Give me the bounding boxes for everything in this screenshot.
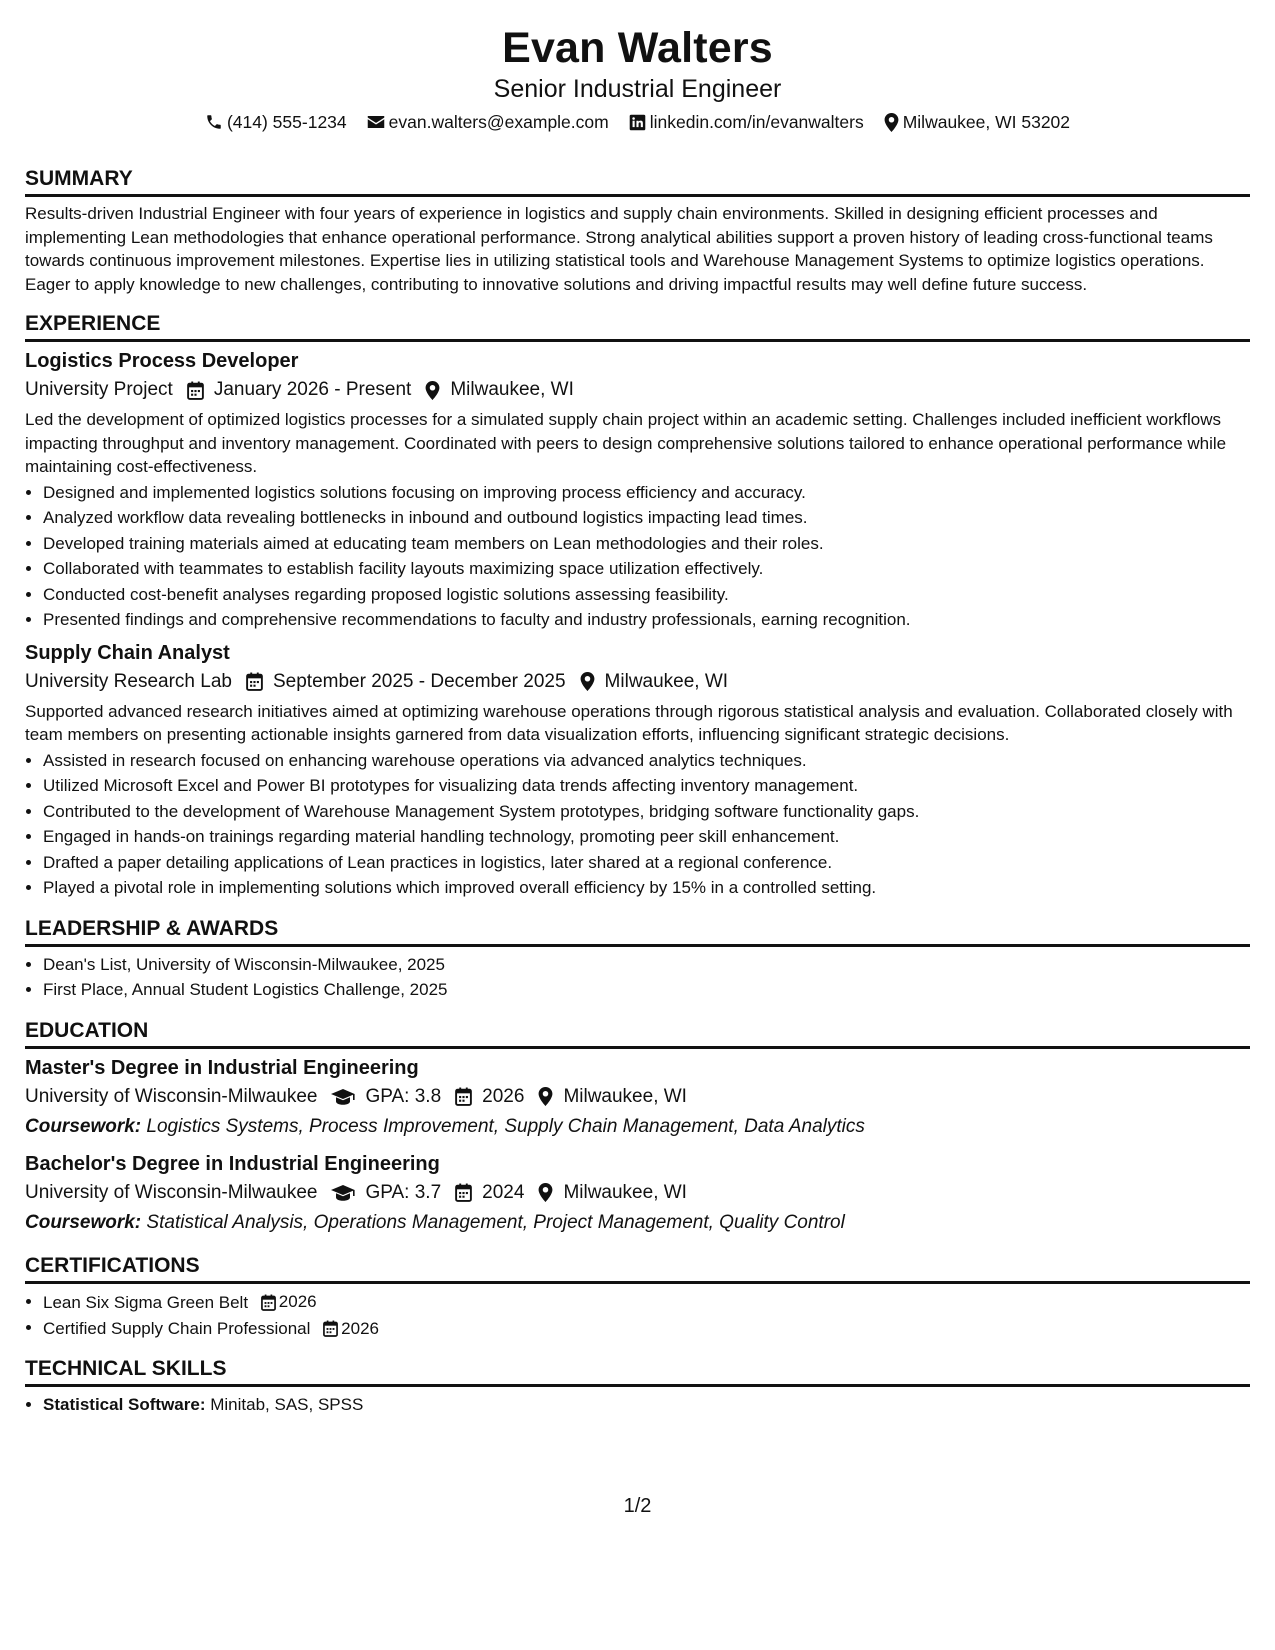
graduation-cap-icon [331, 1088, 355, 1106]
degree-title: Bachelor's Degree in Industrial Engineering [25, 1152, 440, 1175]
education-entry [25, 1054, 1250, 1142]
location-text: Milwaukee, WI 53202 [902, 112, 1071, 132]
section-title-summary: SUMMARY [25, 165, 1250, 197]
list-item [43, 1315, 1250, 1341]
list-item: • Analyzed workflow data revealing bottlenecks in inbound and outbound logistics impacting lead times. [43, 505, 1250, 531]
map-pin-icon [538, 1087, 553, 1106]
section-title-experience: EXPERIENCE [25, 310, 1250, 342]
calendar-icon [246, 672, 263, 691]
page-number: 1/2 [623, 1495, 652, 1517]
job-bullets [25, 748, 1250, 901]
degree-title: Master's Degree in Industrial Engineering [25, 1056, 419, 1079]
phone-text: (414) 555-1234 [226, 112, 347, 132]
school-location: Milwaukee, WI [563, 1181, 687, 1203]
graduation-year: 2026 [482, 1085, 525, 1107]
candidate-headline: Senior Industrial Engineer [493, 75, 782, 103]
experience-entry [25, 347, 1250, 633]
calendar-icon [187, 381, 204, 400]
job-bullets [25, 480, 1250, 633]
map-pin-icon [538, 1183, 553, 1202]
contact-location [884, 109, 1070, 135]
list-item: • Engaged in hands-on trainings regarding material handling technology, promoting peer skill enhancement. [43, 824, 1250, 850]
job-dates: September 2025 - December 2025 [272, 670, 566, 692]
contact-bar [25, 109, 1250, 135]
skill-category: Statistical Software: [43, 1395, 206, 1415]
list-item: • Assisted in research focused on enhancing warehouse operations via advanced analytics techniques. [43, 748, 1250, 774]
list-item: • Developed training materials aimed at educating team members on Lean methodologies and their roles. [43, 531, 1250, 557]
map-pin-icon [884, 113, 899, 132]
school-name: University of Wisconsin-Milwaukee [25, 1085, 318, 1107]
linkedin-icon [629, 114, 646, 131]
school-location: Milwaukee, WI [563, 1085, 687, 1107]
candidate-name: Evan Walters [502, 24, 773, 72]
certification-name: Certified Supply Chain Professional [43, 1318, 311, 1338]
education-meta [25, 1178, 1250, 1208]
coursework-list: Logistics Systems, Process Improvement, Supply Chain Management, Data Analytics [146, 1115, 865, 1137]
map-pin-icon [580, 672, 595, 691]
list-item: • Presented findings and comprehensive recommendations to faculty and industry professionals, earning recognition. [43, 607, 1250, 633]
list-item: • Utilized Microsoft Excel and Power BI prototypes for visualizing data trends affecting inventory management. [43, 773, 1250, 799]
experience-section [25, 310, 1250, 901]
certification-name: Lean Six Sigma Green Belt [43, 1292, 249, 1312]
job-title: Supply Chain Analyst [25, 641, 230, 664]
job-description: Supported advanced research initiatives aimed at optimizing warehouse operations through rigorous statistical analysis and evaluation. Collaborated closely with team members on presenting actionable insights garnered from data visualization efforts, influencing significant strategic decisions. [25, 701, 1233, 744]
graduation-year: 2024 [482, 1181, 525, 1203]
gpa-text: GPA: 3.7 [365, 1181, 442, 1203]
calendar-icon [323, 1320, 338, 1337]
resume-header [25, 22, 1250, 135]
school-name: University of Wisconsin-Milwaukee [25, 1181, 318, 1203]
contact-phone[interactable] [205, 109, 347, 135]
list-item: • First Place, Annual Student Logistics Challenge, 2025 [43, 977, 1250, 1003]
job-location: Milwaukee, WI [604, 670, 729, 692]
skills-section [25, 1355, 1250, 1418]
certification-year: 2026 [341, 1318, 379, 1338]
experience-entry [25, 639, 1250, 901]
coursework-line [25, 1208, 1250, 1238]
envelope-icon [367, 114, 385, 130]
list-item: • Drafted a paper detailing applications of Lean practices in logistics, later shared at a regional conference. [43, 850, 1250, 876]
certification-year: 2026 [278, 1292, 317, 1312]
list-item: • Dean's List, University of Wisconsin-Milwaukee, 2025 [43, 952, 1250, 978]
job-title: Logistics Process Developer [25, 350, 299, 372]
education-entry [25, 1150, 1250, 1238]
graduation-cap-icon [331, 1184, 355, 1202]
list-item: • Collaborated with teammates to establish facility layouts maximizing space utilization effectively. [43, 556, 1250, 582]
leadership-section [25, 915, 1250, 1003]
coursework-label: Coursework: [25, 1211, 142, 1233]
job-dates: January 2026 - Present [213, 379, 412, 400]
certification-date [261, 1289, 317, 1315]
calendar-icon [261, 1294, 276, 1311]
job-organization: University Project [25, 379, 173, 400]
list-item: • Contributed to the development of Warehouse Management System prototypes, bridging software functionality gaps. [43, 799, 1250, 825]
award-list [25, 952, 1250, 1003]
list-item: • Designed and implemented logistics solutions focusing on improving process efficiency and accuracy. [43, 480, 1250, 506]
section-title-leadership: LEADERSHIP & AWARDS [25, 915, 1250, 947]
certification-list [25, 1289, 1250, 1342]
coursework-list: Statistical Analysis, Operations Management, Project Management, Quality Control [146, 1211, 845, 1233]
section-title-education: EDUCATION [25, 1017, 1250, 1049]
list-item: • Played a pivotal role in implementing solutions which improved overall efficiency by 15% in a controlled setting. [43, 875, 1250, 901]
contact-linkedin[interactable] [629, 109, 864, 135]
email-text: evan.walters@example.com [388, 112, 609, 132]
skill-values: Minitab, SAS, SPSS [210, 1395, 364, 1415]
section-title-skills: TECHNICAL SKILLS [25, 1355, 1250, 1387]
summary-section [25, 165, 1250, 296]
contact-email[interactable] [367, 109, 609, 135]
gpa-text: GPA: 3.8 [365, 1085, 442, 1107]
job-organization: University Research Lab [25, 670, 232, 692]
certification-date [323, 1316, 379, 1342]
summary-text: Results-driven Industrial Engineer with four years of experience in logistics and supply chain environments. Skilled in designing efficient processes and implementing Lean methodologies that enhance operational performance. Strong analytical abilities support a proven history of leading cross-functional teams towards continuous improvement milestones. Expertise lies in utilizing statistical tools and Warehouse Management Systems to optimize logistics operations. Eager to apply knowledge to new challenges, contributing to innovative solutions and driving impactful results may well define future success. [25, 204, 1213, 294]
coursework-line [25, 1112, 1250, 1142]
job-meta [25, 375, 1250, 405]
education-section [25, 1017, 1250, 1238]
resume-page [25, 22, 1250, 1418]
calendar-icon [455, 1087, 472, 1106]
list-item [43, 1392, 1250, 1418]
list-item: • Conducted cost-benefit analyses regarding proposed logistic solutions assessing feasibility. [43, 582, 1250, 608]
coursework-label: Coursework: [25, 1115, 142, 1137]
job-location: Milwaukee, WI [450, 379, 574, 400]
linkedin-text: linkedin.com/in/evanwalters [649, 112, 864, 132]
calendar-icon [455, 1183, 472, 1202]
job-description: Led the development of optimized logistics processes for a simulated supply chain project within an academic setting. Challenges included inefficient workflows impacting throughput and inventory management. Coordinated with peers to design comprehensive solutions tailored to enhance operational performance while maintaining cost-effectiveness. [25, 410, 1227, 476]
map-pin-icon [425, 381, 440, 400]
skills-list [25, 1392, 1250, 1418]
certifications-section [25, 1252, 1250, 1342]
education-meta [25, 1082, 1250, 1112]
section-title-certifications: CERTIFICATIONS [25, 1252, 1250, 1284]
phone-icon [205, 113, 223, 131]
job-meta [25, 667, 1250, 697]
list-item [43, 1289, 1250, 1315]
